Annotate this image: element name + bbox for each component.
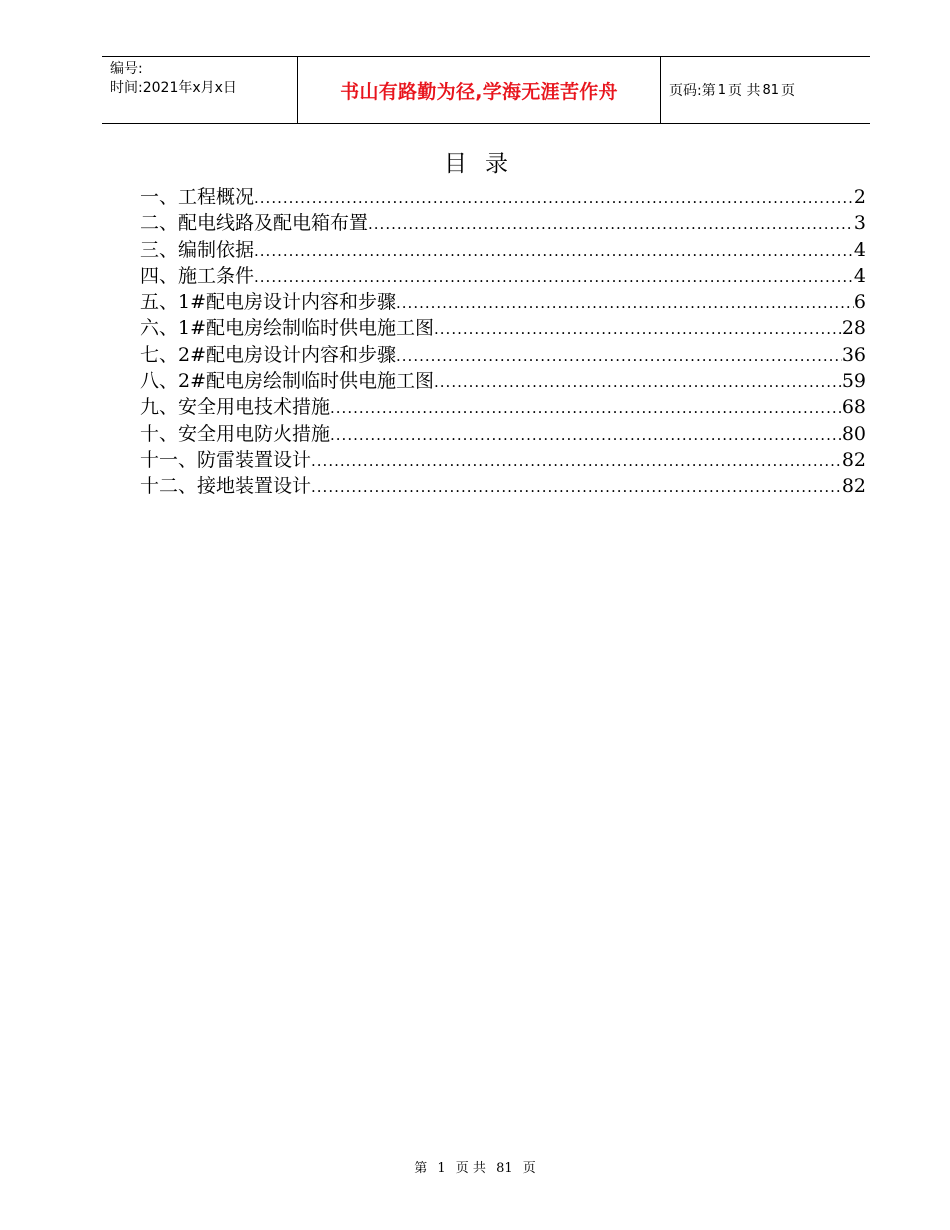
- toc-entry-page: 82: [841, 448, 866, 471]
- toc-dot-leader: [330, 395, 842, 421]
- toc-entry[interactable]: [140, 447, 866, 473]
- document-time-label: 时间:2021年x月x日: [110, 80, 237, 96]
- toc-title: 目录: [444, 151, 526, 177]
- footer-total-pages: 81: [496, 1161, 513, 1176]
- toc-entry-page: 36: [841, 343, 866, 366]
- toc-dot-leader: [254, 238, 854, 264]
- toc-dot-leader: [311, 448, 842, 474]
- header-page-label: 页码:第: [669, 83, 716, 99]
- toc-entry[interactable]: [140, 473, 866, 499]
- toc-entry-label: 十二、接地装置设计: [140, 475, 312, 498]
- toc-entry-label: 二、配电线路及配电箱布置: [140, 212, 369, 235]
- toc-dot-leader: [254, 185, 854, 211]
- toc-entry[interactable]: [140, 394, 866, 420]
- toc-entry-page: 6: [853, 291, 866, 314]
- footer-current-page: 1: [437, 1161, 446, 1176]
- toc-entry-page: 3: [853, 212, 866, 235]
- toc-entry[interactable]: [140, 289, 866, 315]
- toc-dot-leader: [254, 264, 854, 290]
- header-motto: 书山有路勤为径,学海无涯苦作舟: [340, 80, 618, 103]
- footer-suffix: 页: [522, 1161, 536, 1176]
- header-page-end: 页: [781, 83, 795, 99]
- toc-entry-page: 82: [841, 475, 866, 498]
- toc-entry-label: 十、安全用电防火措施: [140, 422, 331, 445]
- page-footer: [0, 1157, 950, 1176]
- toc-entry[interactable]: [140, 368, 866, 394]
- toc-dot-leader: [368, 211, 854, 237]
- toc-entry-page: 4: [853, 238, 866, 261]
- toc-entry-label: 三、编制依据: [140, 238, 255, 261]
- table-of-contents: [140, 184, 866, 500]
- header-page-cell: [661, 57, 870, 123]
- toc-entry-page: 80: [841, 422, 866, 445]
- header-page-mid: 页 共: [728, 83, 761, 99]
- toc-dot-leader: [311, 474, 842, 500]
- toc-entry[interactable]: [140, 263, 866, 289]
- toc-entry-page: 59: [841, 370, 866, 393]
- toc-entry-page: 28: [841, 317, 866, 340]
- toc-entry[interactable]: [140, 184, 866, 210]
- toc-entry-label: 八、2#配电房绘制临时供电施工图: [140, 370, 435, 393]
- toc-dot-leader: [330, 422, 842, 448]
- header-motto-cell: [298, 57, 661, 123]
- toc-dot-leader: [396, 290, 854, 316]
- toc-entry-label: 七、2#配电房设计内容和步骤: [140, 343, 397, 366]
- document-number-label: 编号:: [110, 61, 143, 77]
- header-page-total: 81: [762, 82, 779, 98]
- toc-entry-page: 4: [853, 264, 866, 287]
- toc-entry-label: 六、1#配电房绘制临时供电施工图: [140, 317, 435, 340]
- toc-entry[interactable]: [140, 210, 866, 236]
- footer-prefix: 第: [414, 1161, 428, 1176]
- toc-entry-page: 68: [841, 396, 866, 419]
- toc-entry-label: 四、施工条件: [140, 264, 255, 287]
- toc-dot-leader: [396, 343, 842, 369]
- toc-entry-label: 一、工程概况: [140, 186, 255, 208]
- toc-entry[interactable]: [140, 342, 866, 368]
- document-header: [102, 56, 870, 124]
- toc-entry-page: 2: [853, 186, 866, 208]
- toc-entry[interactable]: [140, 315, 866, 341]
- toc-entry-label: 五、1#配电房设计内容和步骤: [140, 291, 397, 314]
- toc-dot-leader: [434, 316, 842, 342]
- header-meta-cell: [102, 57, 298, 123]
- footer-mid: 页 共: [455, 1161, 486, 1176]
- header-page-current: 1: [717, 82, 726, 98]
- toc-entry-label: 九、安全用电技术措施: [140, 396, 331, 419]
- toc-entry-label: 十一、防雷装置设计: [140, 448, 312, 471]
- toc-entry[interactable]: [140, 237, 866, 263]
- toc-entry[interactable]: [140, 421, 866, 447]
- toc-dot-leader: [434, 369, 842, 395]
